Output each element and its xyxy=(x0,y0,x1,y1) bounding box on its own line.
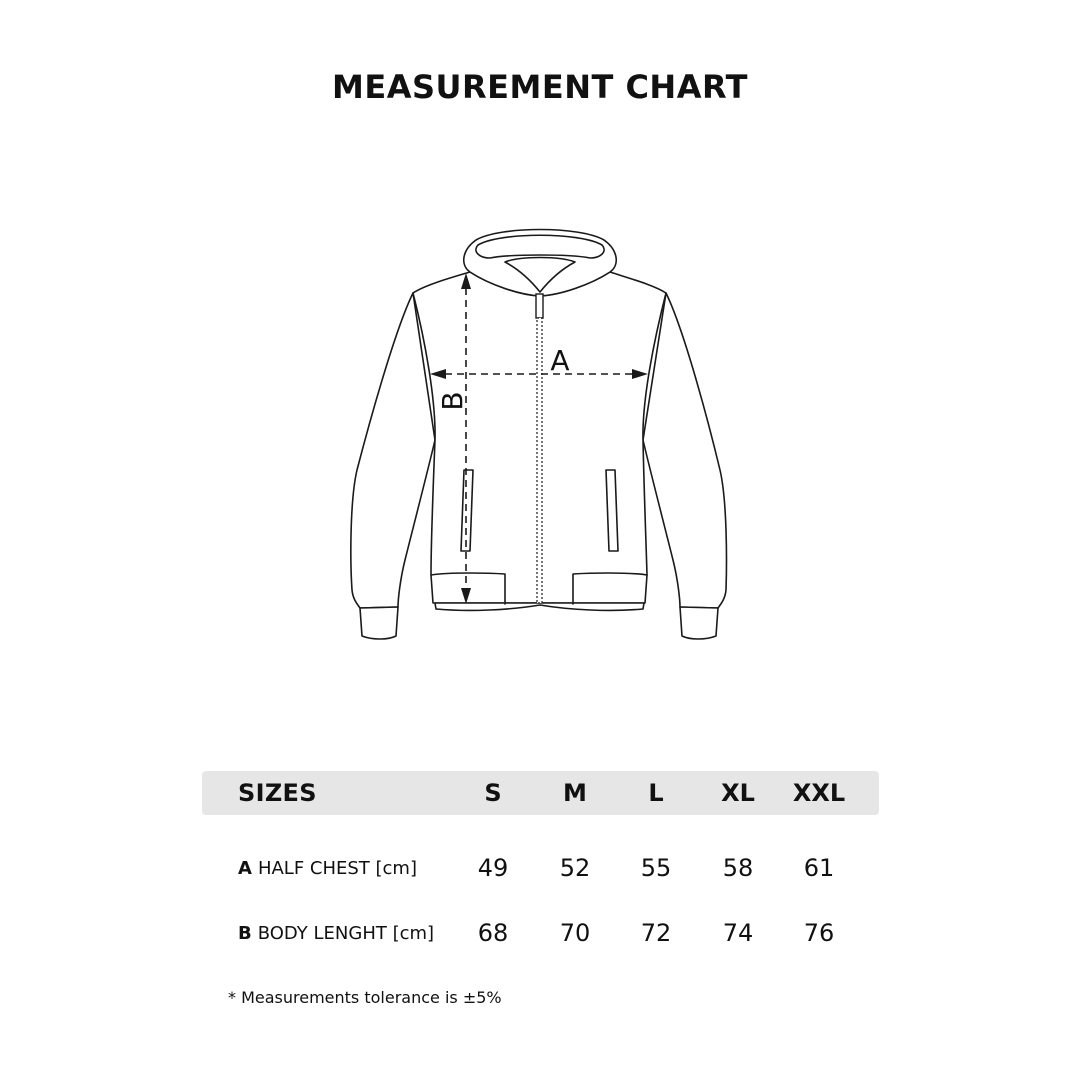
zipper-track xyxy=(537,318,542,603)
left-cuff xyxy=(360,607,398,639)
hoodie-diagram xyxy=(330,215,750,655)
table-cell: 61 xyxy=(803,854,835,882)
table-row-body-length xyxy=(202,913,879,953)
right-cuff xyxy=(680,607,718,639)
table-cell: 76 xyxy=(803,919,835,947)
table-row-half-chest xyxy=(202,848,879,888)
table-cell: 68 xyxy=(477,919,509,947)
waistband xyxy=(435,603,644,610)
size-header-xxl: XXL xyxy=(792,779,846,807)
zipper-pull xyxy=(536,294,543,318)
row-label-body-length xyxy=(238,923,434,944)
right-pocket xyxy=(606,470,618,551)
table-cell: 74 xyxy=(722,919,754,947)
size-header-xl: XL xyxy=(721,779,755,807)
row-key: B xyxy=(238,923,252,944)
row-key: A xyxy=(238,858,252,879)
page-title: MEASUREMENT CHART xyxy=(331,68,748,106)
dimension-b-label: B xyxy=(436,391,469,411)
hoodie-illustration xyxy=(330,215,750,655)
tolerance-footnote: * Measurements tolerance is ±5% xyxy=(228,988,502,1007)
row-label-half-chest xyxy=(238,858,417,879)
row-label-text: HALF CHEST [cm] xyxy=(257,858,417,879)
table-cell: 70 xyxy=(559,919,591,947)
table-cell: 55 xyxy=(640,854,672,882)
left-sleeve xyxy=(351,293,435,608)
size-table-header xyxy=(202,771,879,815)
dimension-a-label: A xyxy=(550,344,570,377)
left-pocket xyxy=(461,470,473,551)
row-label-text: BODY LENGHT [cm] xyxy=(257,923,435,944)
size-header-l: L xyxy=(648,779,664,807)
table-cell: 58 xyxy=(722,854,754,882)
size-header-s: S xyxy=(484,779,502,807)
size-header-m: M xyxy=(563,779,587,807)
hood-inner xyxy=(476,235,604,258)
table-cell: 49 xyxy=(477,854,509,882)
sizes-header-label: SIZES xyxy=(238,779,317,807)
table-cell: 52 xyxy=(559,854,591,882)
table-cell: 72 xyxy=(640,919,672,947)
